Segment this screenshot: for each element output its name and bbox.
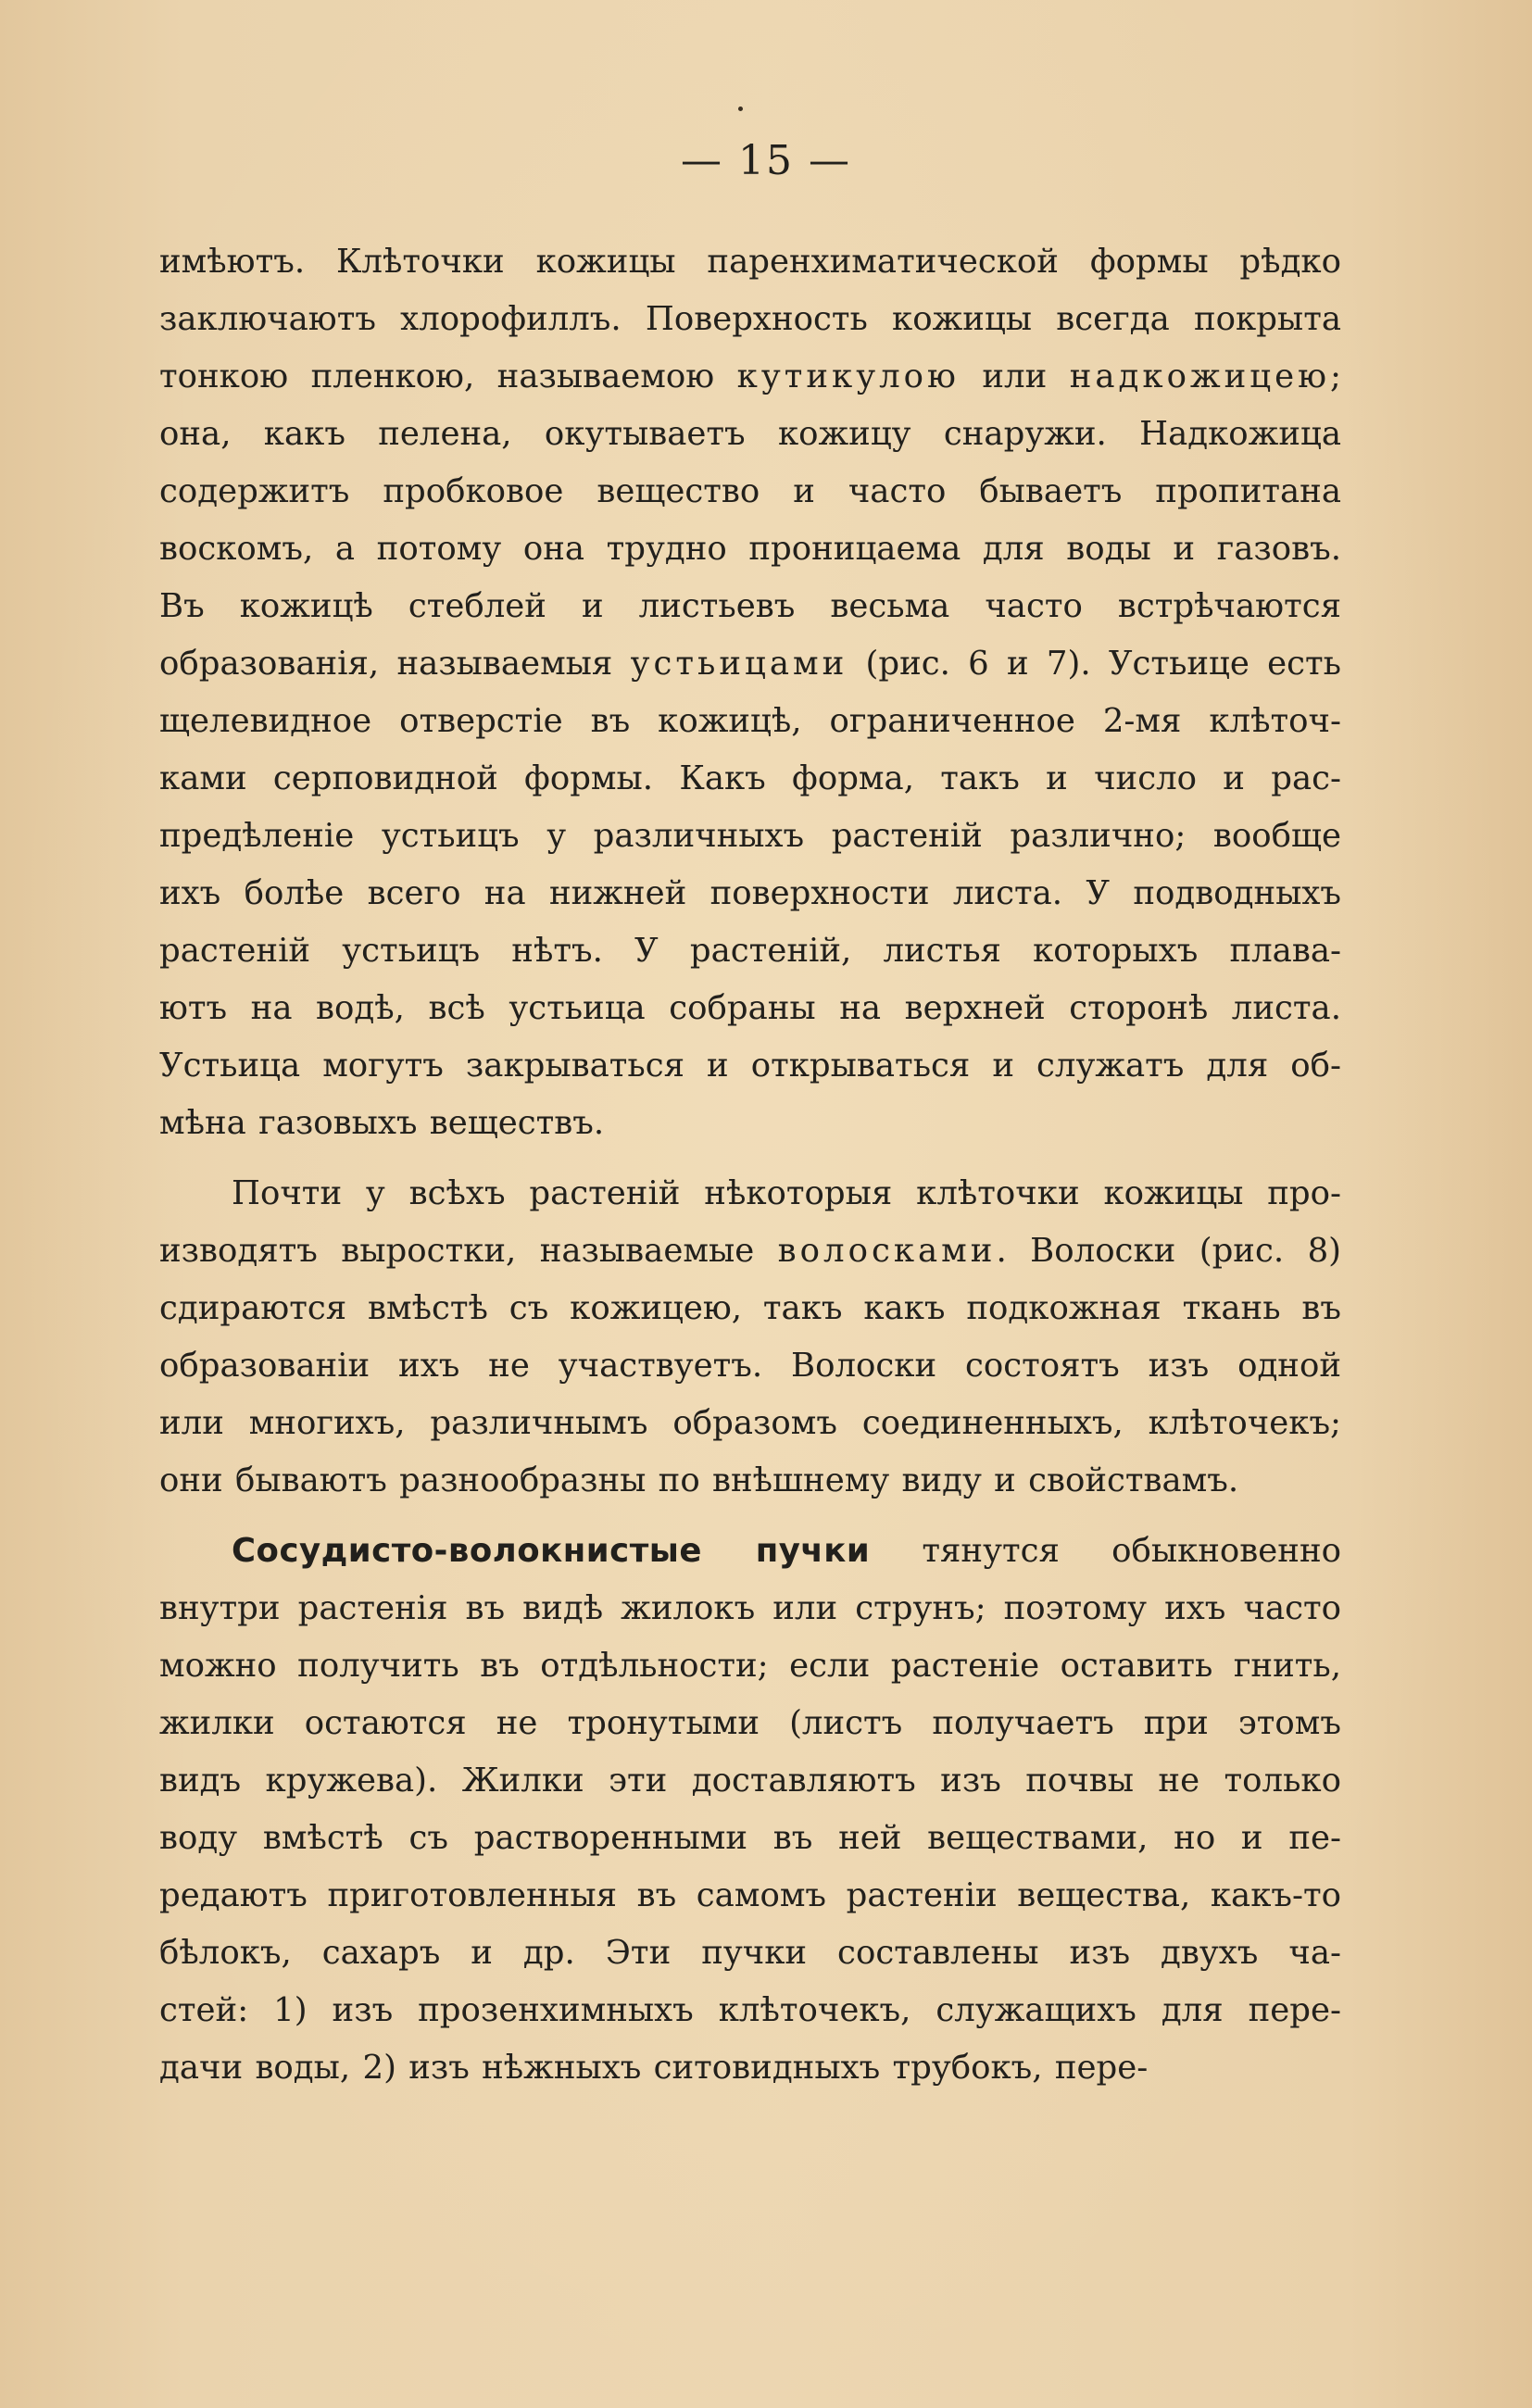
ink-speck: [738, 107, 743, 111]
text-line: [159, 1165, 1341, 1223]
text-run: содержитъ пробковое вещество и часто бываетъ пропитана: [159, 472, 1341, 510]
text-line: [159, 1280, 1341, 1337]
text-run: дачи воды, 2) изъ нѣжныхъ ситовидныхъ трубокъ, пере-: [159, 2049, 1149, 2087]
text-run: растеній устьицъ нѣтъ. У растеній, листья которыхъ плава-: [159, 932, 1341, 970]
text-line: [159, 1982, 1341, 2039]
text-line: [159, 865, 1341, 922]
body-text: [159, 233, 1341, 2097]
text-run: бѣлокъ, сахаръ и др. Эти пучки составлены изъ двухъ ча-: [159, 1934, 1341, 1972]
text-run: предѣленіе устьицъ у различныхъ растеній различно; вообще: [159, 817, 1341, 855]
text-line: [159, 1337, 1341, 1395]
text-run: образованія, называемыя: [159, 645, 631, 683]
text-line: [159, 1695, 1341, 1752]
text-run: ихъ болѣе всего на нижней поверхности листа. У подводныхъ: [159, 874, 1341, 912]
paragraph-1: [159, 233, 1341, 1152]
text-line: [159, 1925, 1341, 1982]
text-run: жилки остаются не тронутыми (листъ получаетъ при этомъ: [159, 1704, 1341, 1742]
text-line: [159, 520, 1341, 578]
text-run: тянутся обыкновенно: [870, 1532, 1341, 1570]
text-line: [159, 808, 1341, 865]
text-run: образованіи ихъ не участвуетъ. Волоски состоятъ изъ одной: [159, 1347, 1341, 1385]
text-run: имѣютъ. Клѣточки кожицы паренхиматической формы рѣдко: [159, 243, 1341, 281]
paragraph-2: [159, 1165, 1341, 1510]
text-line: [159, 291, 1341, 348]
text-run: внутри растенія въ видѣ жилокъ или струнъ; поэтому ихъ часто: [159, 1589, 1341, 1627]
text-line: [159, 693, 1341, 750]
paragraph-3: [159, 1523, 1341, 2097]
text-run: ками серповидной формы. Какъ форма, такъ и число и рас-: [159, 759, 1341, 797]
text-run: . Волоски (рис. 8): [996, 1232, 1342, 1270]
text-line: [159, 1810, 1341, 1867]
text-line: [159, 2039, 1341, 2097]
text-run: воскомъ, а потому она трудно проницаема для воды и газовъ.: [159, 530, 1341, 568]
text-line: [159, 1867, 1341, 1925]
text-run: заключаютъ хлорофиллъ. Поверхность кожицы всегда покрыта: [159, 300, 1341, 338]
text-line: [159, 406, 1341, 463]
spaced-term: кутикулою: [736, 357, 960, 395]
text-run: Устьица могутъ закрываться и открываться и служатъ для об-: [159, 1047, 1341, 1085]
text-line: [159, 750, 1341, 808]
text-run: или многихъ, различнымъ образомъ соединенныхъ, клѣточекъ;: [159, 1404, 1341, 1442]
text-line: [159, 463, 1341, 520]
text-run: Въ кожицѣ стеблей и листьевъ весьма часто встрѣчаются: [159, 587, 1341, 625]
text-line: [159, 1037, 1341, 1095]
text-line: [159, 233, 1341, 291]
text-line: [159, 1223, 1341, 1280]
text-run: можно получить въ отдѣльности; если растеніе оставить гнить,: [159, 1647, 1341, 1685]
bold-heading-term: Сосудисто-волокнистые пучки: [232, 1532, 871, 1570]
text-line: [159, 348, 1341, 406]
text-run: мѣна газовыхъ веществъ.: [159, 1104, 605, 1142]
text-run: стей: 1) изъ прозенхимныхъ клѣточекъ, служащихъ для пере-: [159, 1991, 1341, 2029]
text-line: [159, 635, 1341, 693]
text-line: [159, 980, 1341, 1037]
spaced-term: волосками: [777, 1232, 997, 1270]
text-line: [159, 922, 1341, 980]
text-line: [159, 1637, 1341, 1695]
text-line: [159, 1523, 1341, 1580]
text-line: [159, 1395, 1341, 1452]
text-line: [159, 1752, 1341, 1810]
text-line: [159, 1452, 1341, 1510]
text-line: [159, 1095, 1341, 1152]
text-line: [159, 578, 1341, 635]
text-run: щелевидное отверстіе въ кожицѣ, ограниченное 2-мя клѣточ-: [159, 702, 1341, 740]
text-line: [159, 1580, 1341, 1637]
text-run: Почти у всѣхъ растеній нѣкоторыя клѣточки кожицы про-: [232, 1174, 1341, 1212]
text-run: тонкою пленкою, называемою: [159, 357, 737, 395]
text-run: или: [959, 357, 1070, 395]
text-run: (рис. 6 и 7). Устьице есть: [848, 645, 1342, 683]
text-run: ;: [1330, 357, 1341, 395]
text-run: они бываютъ разнообразны по внѣшнему виду и свойствамъ.: [159, 1461, 1239, 1499]
text-run: воду вмѣстѣ съ растворенными въ ней веществами, но и пе-: [159, 1819, 1341, 1857]
spaced-term: надкожицею: [1069, 357, 1331, 395]
text-run: она, какъ пелена, окутываетъ кожицу снаружи. Надкожица: [159, 415, 1341, 453]
text-run: ютъ на водѣ, всѣ устьица собраны на верхней сторонѣ листа.: [159, 989, 1341, 1027]
text-run: сдираются вмѣстѣ съ кожицею, такъ какъ подкожная ткань въ: [159, 1289, 1341, 1327]
spaced-term: устьицами: [630, 645, 848, 683]
text-run: редаютъ приготовленныя въ самомъ растеніи вещества, какъ-то: [159, 1876, 1341, 1914]
text-run: изводятъ выростки, называемые: [159, 1232, 778, 1270]
page-number: — 15 —: [681, 137, 851, 184]
text-run: видъ кружева). Жилки эти доставляютъ изъ почвы не только: [159, 1762, 1341, 1800]
